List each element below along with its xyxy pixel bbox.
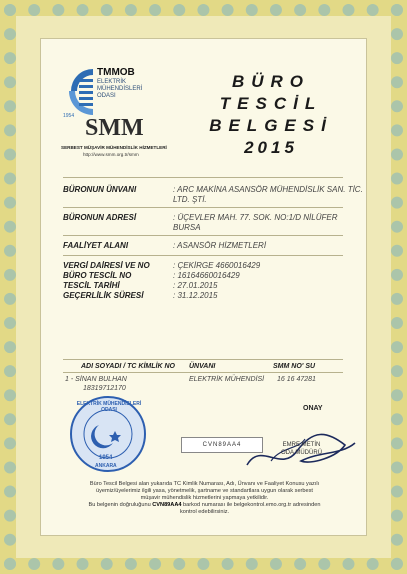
title-line3: BELGESİ: [209, 116, 333, 135]
footer-line2: üyemiz/üyelerimiz ilgili yasa, yönetmelik, şartname ve standartlara uygun olarak serbest: [95, 488, 313, 494]
field-vergi-value: : ÇEKİRGE 4660016429: [173, 261, 261, 270]
title-line1: BÜRO: [231, 72, 311, 91]
field-unvan-label: BÜRONUN ÜNVANI: [63, 185, 137, 194]
field-unvan-value: : ARC MAKİNA ASANSÖR MÜHENDİSLİK SAN. TİC. LTD. ŞTİ.: [173, 185, 363, 204]
member-title: ELEKTRİK MÜHENDİSİ: [189, 376, 265, 383]
seal-top-text: ELEKTRİK MÜHENDİSLERİ ODASI: [76, 401, 142, 413]
member-tc: 18319712170: [83, 385, 126, 392]
footer-note: [51, 481, 358, 516]
approval-signer: [281, 441, 322, 457]
field-vergi-label: VERGİ DAİRESİ VE NO: [63, 261, 150, 270]
tmmob-smm-logo: [61, 63, 171, 167]
logo-org-text: TMMOB: [97, 67, 135, 78]
field-tescil-value: : 16164660016429: [173, 271, 240, 280]
field-tarih-value: : 27.01.2015: [173, 281, 218, 290]
table-header-smm: SMM NO' SU: [273, 363, 316, 370]
logo-line1: ELEKTRİK: [97, 79, 127, 85]
member-name: 1 - SİNAN BULHAN: [65, 376, 127, 383]
approval-role: ODA MÜDÜRÜ: [281, 450, 323, 456]
title-year: 2015: [244, 138, 298, 157]
table-header-title: ÜNVANI: [189, 363, 216, 370]
field-gecerlilik-value: : 31.12.2015: [173, 291, 218, 300]
table-header-name: ADI SOYADI / TC KİMLİK NO: [81, 363, 175, 370]
footer-line3: müşavir mühendislik hizmetlerini yapmaya yetkilidir.: [140, 495, 269, 501]
approval-label: ONAY: [303, 405, 323, 412]
divider: [63, 177, 343, 178]
footer-line5: kontrol edebilirsiniz.: [179, 509, 230, 515]
logo-org-lines: [97, 79, 142, 100]
field-adres-label: BÜRONUN ADRESİ: [63, 213, 137, 222]
logo-url: http://www.smm.org.tr/smm: [83, 152, 139, 157]
footer-line4: [51, 502, 358, 509]
footer-line4a: Bu belgenin doğruluğunu: [88, 502, 153, 508]
divider: [63, 255, 343, 256]
seal-year: 1954: [99, 455, 113, 461]
footer-barcode-code: CVN89AA4: [152, 502, 182, 508]
certificate-body: [40, 38, 367, 536]
field-gecerlilik-label: GEÇERLİLİK SÜRESİ: [63, 291, 144, 300]
approval-name: EMRE METİN: [282, 442, 321, 448]
title-line2: TESCİL: [219, 94, 323, 113]
field-faaliyet-value: : ASANSÖR HİZMETLERİ: [173, 241, 267, 250]
logo-line2: MÜHENDİSLERİ: [97, 86, 143, 92]
footer-line1: Büro Tescil Belgesi alan yukarıda TC Kimlik Numarası, Adı, Ünvanı ve Faaliyet Konusu yazılı: [89, 481, 320, 487]
certificate-title: [191, 71, 351, 159]
logo-brand: SMM: [85, 115, 144, 141]
barcode-box: CVN89AA4: [181, 437, 263, 453]
logo-line3: ODASI: [97, 93, 116, 99]
divider: [63, 207, 343, 208]
table-header-border: [63, 372, 343, 373]
divider: [63, 235, 343, 236]
table-row-member: [65, 375, 127, 393]
field-tarih-label: TESCİL TARİHİ: [63, 281, 120, 290]
field-adres-value: : ÜÇEVLER MAH. 77. SOK. NO:1/D NİLÜFER BURSA: [173, 213, 338, 232]
field-tescil-label: BÜRO TESCİL NO: [63, 271, 132, 280]
seal-city: ANKARA: [95, 463, 117, 469]
logo-subtitle: SERBEST MÜŞAVİR MÜHENDİSLİK HİZMETLERİ: [61, 145, 167, 150]
field-faaliyet-label: FAALİYET ALANI: [63, 241, 129, 250]
logo-year: 1954: [63, 113, 75, 119]
footer-line4b: barkod numarası ile belgekontrol.emo.org.tr adresinden: [181, 502, 321, 508]
table-top-border: [63, 359, 343, 360]
member-smm-no: 16 16 47281: [277, 376, 316, 383]
